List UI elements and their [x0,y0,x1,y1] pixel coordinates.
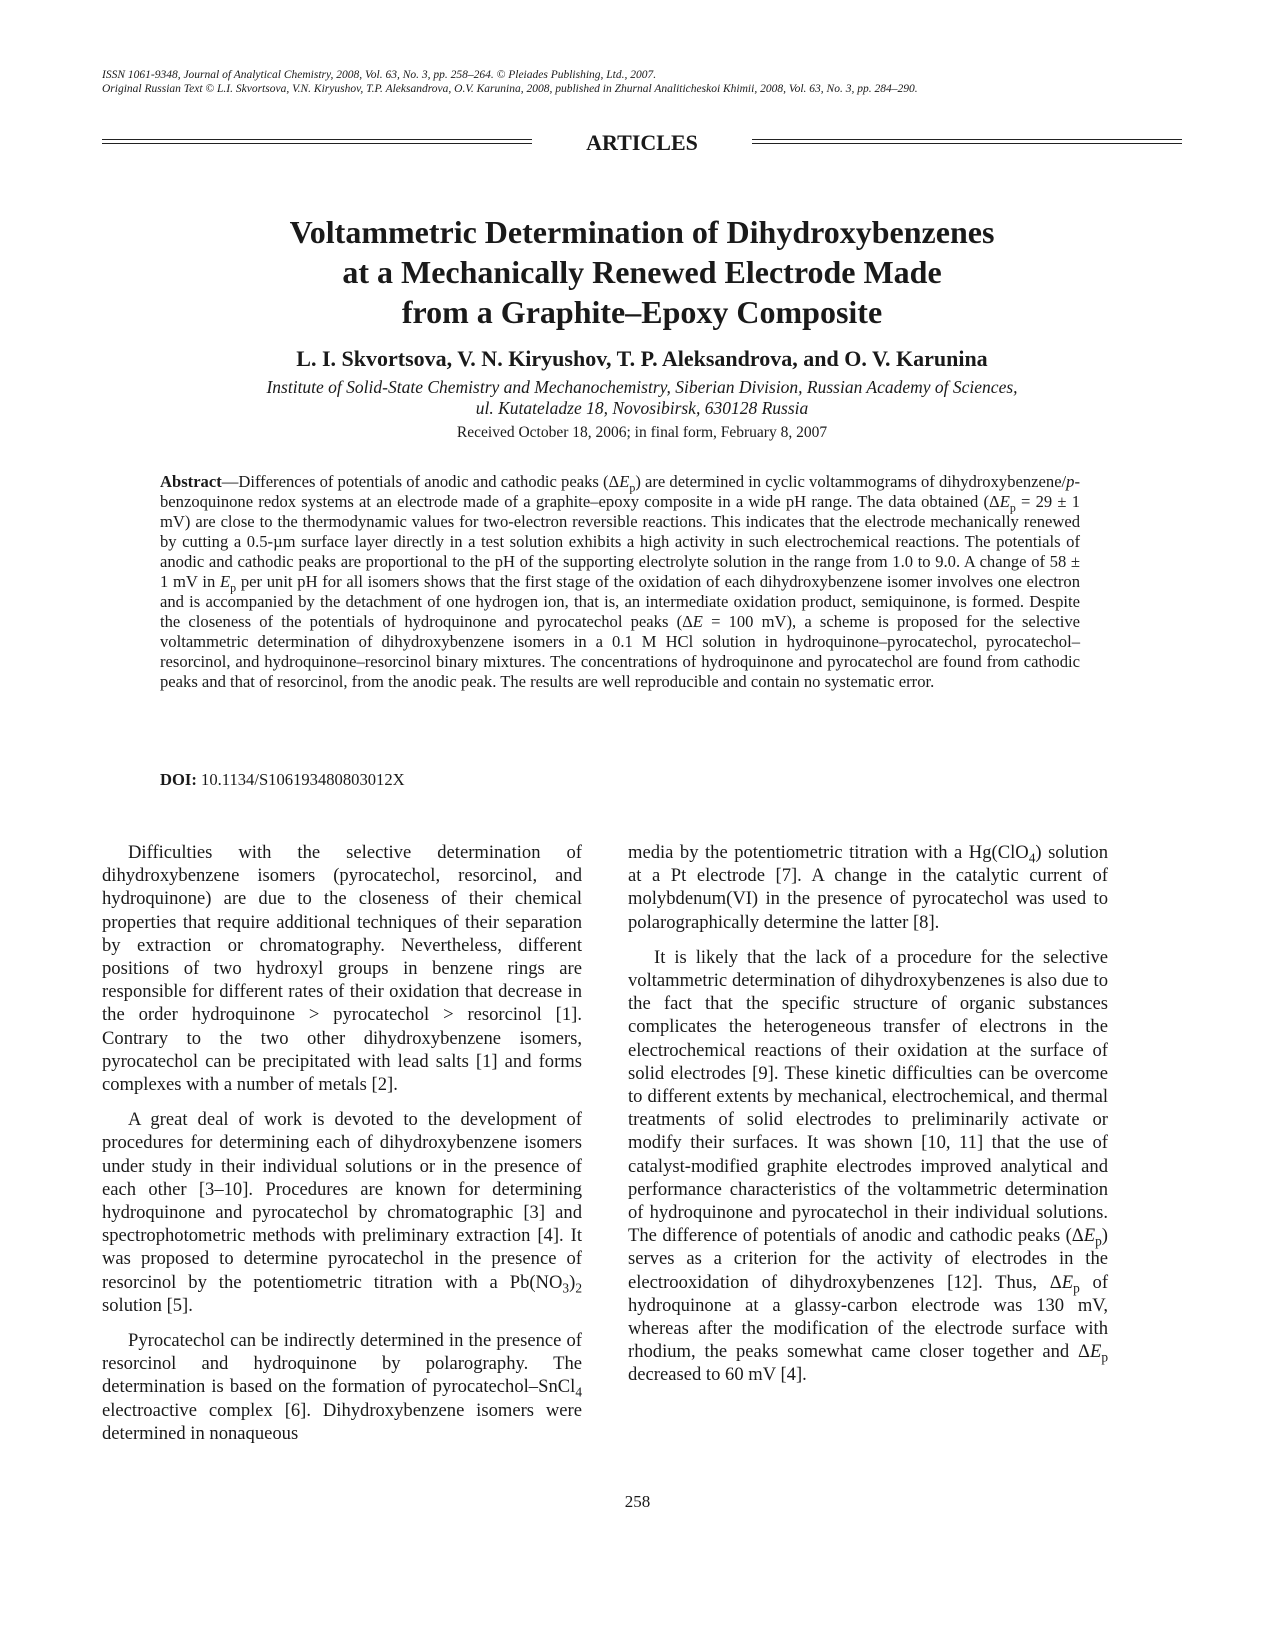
subscript-p: p [1073,1280,1080,1296]
article-title [102,212,1182,332]
authors: L. I. Skvortsova, V. N. Kiryushov, T. P. Aleksandrova, and O. V. Karunina [296,346,988,371]
paragraph-text: ) solution at a Pt electrode [7]. A change in the catalytic current of molybdenum(VI) in the presence of pyrocatechol was used to polarographically determine the latter [8]. [628,842,1108,933]
body-column-right [628,841,1108,1399]
doi-link[interactable]: 10.1134/S106193480803012X [201,770,405,789]
abstract-label: Abstract [160,472,222,491]
title-line-2: at a Mechanically Renewed Electrode Made [342,254,942,290]
affiliation-line-1: Institute of Solid-State Chemistry and Mechanochemistry, Siberian Division, Russian Academy of Sciences, [266,377,1018,397]
paragraph-text: electroactive complex [6]. Dihydroxybenzene isomers were determined in nonaqueous [102,1399,582,1444]
section-label: ARTICLES [586,130,698,155]
section-rule-right [752,139,1182,144]
paragraph-text: Pyrocatechol can be indirectly determined in the presence of resorcinol and hydroquinone by polarography. The determination is based on the formation of pyrocatechol–SnCl [102,1330,582,1398]
received-dates: Received October 18, 2006; in final form, February 8, 2007 [456,424,828,441]
doi [160,770,405,790]
abstract-text: = 29 ± 1 mV) are close to the thermodynamic values for two-electron reversible reactions. This indicates that the electrode mechanically renewed by cutting a 0.5-µm surface layer directly in a test solution exhibits a high activity in such electrochemical reactions. The potentials of anodic and cathodic peaks are proportional to the pH of the supporting electrolyte solution in the range from 1.0 to 9.0. A change of 58 ± 1 mV in [160,492,1080,591]
symbol-p: p [1066,472,1075,491]
paragraph-text: It is likely that the lack of a procedure for the selective voltammetric determination of dihydroxybenzenes is also due to the fact that the specific structure of organic substances complicates the heterogeneous transfer of electrons in the electrochemical reactions of their oxidation at the surface of solid electrodes [9]. These kinetic difficulties can be overcome to different extents by mechanical, electrochemical, and thermal treatments of solid electrodes to preliminarily activate or modify their surfaces. It was shown [10, 11] that the use of catalyst-modified graphite electrodes improved analytical and performance characteristics of the voltammetric determination of hydroquinone and pyrocatechol in their individual solutions. The difference of potentials of anodic and cathodic peaks (Δ [628,946,1108,1247]
paragraph-text: media by the potentiometric titration with a Hg(ClO [628,842,1029,863]
subscript-p: p [629,480,636,495]
abstract-text: per unit pH for all isomers shows that the first stage of the oxidation of each dihydroxybenzene isomer involves one electron and is accompanied by the detachment of one hydrogen ion, that is, an intermediate oxidation product, semiquinone, is formed. Despite the closeness of the potentials of hydroquinone and pyrocatechol peaks (Δ [160,572,1080,631]
symbol-E: E [999,492,1010,511]
subscript: 4 [575,1385,582,1401]
subscript: 3 [562,1280,570,1296]
header-line-1: ISSN 1061-9348, Journal of Analytical Chemistry, 2008, Vol. 63, No. 3, pp. 258–264. © Pleiades Publishing, Ltd., 2007. [102,69,657,81]
subscript-p: p [1009,500,1016,515]
journal-header [102,68,1202,96]
body-column-left [102,841,582,1457]
symbol-E: E [1083,1225,1096,1247]
section-heading [102,130,1182,158]
paragraph-text: decreased to 60 mV [4]. [628,1364,807,1386]
abstract-text: = 100 mV), a scheme is proposed for the selective voltammetric determination of dihydroxybenzene isomers in a 0.1 M HCl solution in hydroquinone–pyrocatechol, pyrocatechol–resorcinol, and hydroquinone–resorcinol binary mixtures. The concentrations of hydroquinone and pyrocatechol are found from cathodic peaks and that of resorcinol, from the anodic peak. The results are well reproducible and contain no systematic error. [160,612,1080,691]
affiliation [102,377,1182,419]
paragraph-text: A great deal of work is devoted to the development of procedures for determining each of dihydroxybenzene isomers under study in their individual solutions or in the presence of each other [3–10]. Procedures are known for determining hydroquinone and pyrocatechol by chromatographic [3] and spectrophotometric methods with preliminary extraction [4]. It was proposed to determine pyrocatechol in the presence of resorcinol by the potentiometric titration with a Pb(NO [102,1109,582,1293]
page-number: 258 [624,1492,651,1511]
abstract-text: ) are determined in cyclic voltammograms of dihydroxybenzene/ [635,472,1067,491]
abstract-text: -benzoquinone redox systems at an electrode made of a graphite–epoxy composite in a wide pH range. The data obtained (Δ [160,472,1080,511]
paragraph [102,1329,582,1445]
paragraph-text: ) serves as a criterion for the activity of electrodes in the electrooxidation of dihydroxybenzenes [12]. Thus, Δ [628,1225,1108,1293]
paragraph [628,841,1108,934]
subscript-p: p [230,580,237,595]
title-line-1: Voltammetric Determination of Dihydroxybenzenes [289,214,995,250]
symbol-E: E [1061,1271,1074,1293]
symbol-E: E [692,612,703,631]
subscript-p: p [1095,1233,1102,1249]
subscript: 2 [575,1280,582,1296]
paragraph-text: of hydroquinone at a glassy-carbon electrode was 130 mV, whereas after the modification of the electrode surface with rhodium, the peaks somewhat came closer together and Δ [628,1271,1109,1363]
subscript-p: p [1101,1349,1108,1365]
paragraph: A great deal of work is devoted to the development of procedures for determining each of dihydroxybenzene isomers under study in their individual solutions or in the presence of each other [3–10]. Procedures are known for determining hydroquinone and pyrocatechol by chromatographic [3] and spectrophotometric methods with preliminary extraction [4]. It was proposed to determine pyrocatechol in the presence of resorcinol by the potentiometric titration with a $Pb(NO_3)_2$ solution [5]. [102,1109,582,1316]
header-line-2: Original Russian Text © L.I. Skvortsova, V.N. Kiryushov, T.P. Aleksandrova, O.V. Karunina, 2008, published in Zhurnal Analiticheskoi Khimii, 2008, Vol. 63, No. 3, pp. 284–290. [102,83,918,95]
paragraph: Difficulties with the selective determination of dihydroxybenzene isomers (pyrocatechol, resorcinol, and hydroquinone) are due to the closeness of their chemical properties that require additional techniques of their separation by extraction or chromatography. Nevertheless, different positions of two hydroxyl groups in benzene rings are responsible for different rates of their oxidation that decrease in the order hydroquinone > pyrocatechol > resorcinol [1]. Contrary to the two other dihydroxybenzene isomers, pyrocatechol can be precipitated with lead salts [1] and forms complexes with a number of metals [2]. [102,842,582,1096]
abstract [160,472,1080,692]
symbol-E: E [219,572,231,591]
symbol-E: E [1089,1341,1102,1363]
doi-label: DOI: [160,770,197,789]
symbol-E: E [619,472,630,491]
paragraph [628,946,1108,1387]
title-line-3: from a Graphite–Epoxy Composite [401,294,883,330]
subscript: 4 [1028,850,1036,866]
affiliation-line-2: ul. Kutateladze 18, Novosibirsk, 630128 Russia [475,398,809,418]
paragraph-text: solution [5]. [102,1294,193,1316]
abstract-text: —Differences of potentials of anodic and cathodic peaks (Δ [221,472,620,491]
